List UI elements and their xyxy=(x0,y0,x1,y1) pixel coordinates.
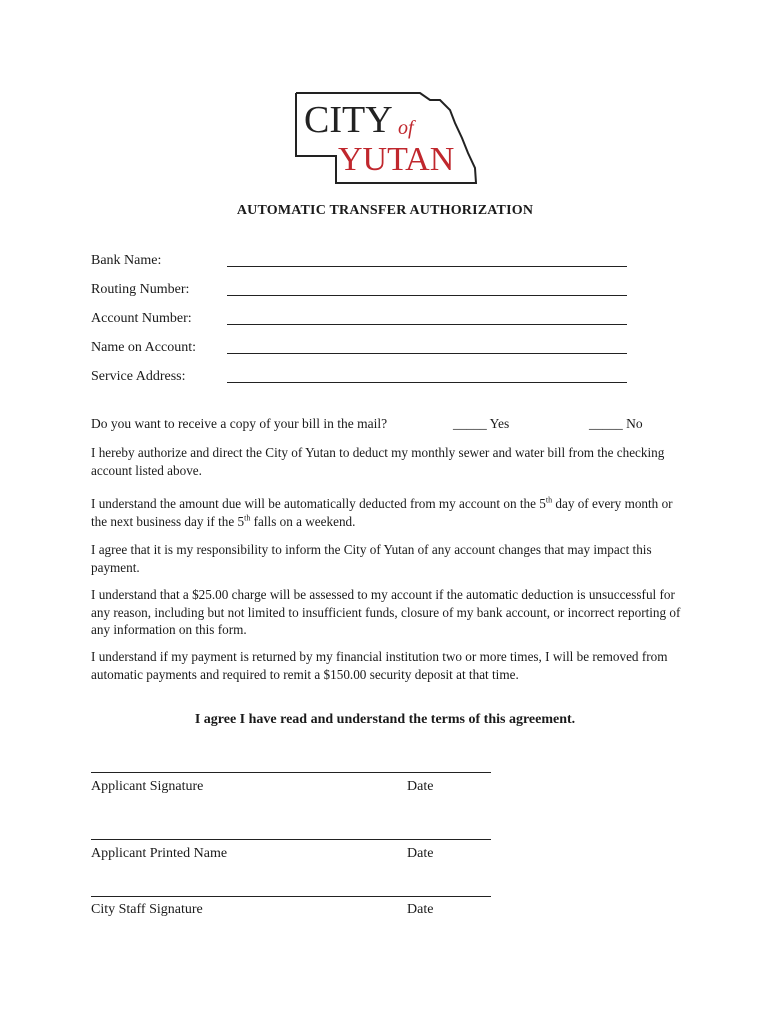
ordinal-suffix: th xyxy=(545,495,553,505)
service-address-line[interactable] xyxy=(227,382,627,383)
applicant-printed-name-label: Applicant Printed Name xyxy=(91,846,228,861)
mail-copy-question: Do you want to receive a copy of your bill in the mail? xyxy=(91,416,388,431)
applicant-signature-date-label: Date xyxy=(407,779,434,794)
name-on-account-line[interactable] xyxy=(227,353,627,354)
authorization-paragraph: I hereby authorize and direct the City of Yutan to deduct my monthly sewer and water bill from the checking account listed above. xyxy=(91,445,665,478)
agreement-statement: I agree I have read and understand the terms of this agreement. xyxy=(194,712,576,727)
city-of-yutan-logo xyxy=(290,88,480,188)
logo-yutan-text: YUTAN xyxy=(338,141,455,178)
responsibility-paragraph: I agree that it is my responsibility to inform the City of Yutan of any account changes that may impact this payment. xyxy=(91,542,652,575)
service-address-label: Service Address: xyxy=(91,369,186,384)
mail-copy-no-option[interactable]: _____ No xyxy=(589,416,643,431)
routing-number-label: Routing Number: xyxy=(91,282,190,297)
bank-name-label: Bank Name: xyxy=(91,253,162,268)
routing-number-line[interactable] xyxy=(227,295,627,296)
applicant-signature-line[interactable] xyxy=(91,772,491,773)
bank-name-line[interactable] xyxy=(227,266,627,267)
mail-copy-yes-option[interactable]: _____ Yes xyxy=(453,416,510,431)
nebraska-outline-logo xyxy=(290,88,480,188)
document-title: AUTOMATIC TRANSFER AUTHORIZATION xyxy=(236,203,534,218)
name-on-account-label: Name on Account: xyxy=(91,340,196,355)
city-staff-signature-label: City Staff Signature xyxy=(91,902,203,917)
charge-paragraph: I understand that a $25.00 charge will be assessed to my account if the automatic deduction is unsuccessful for any reason, including but not limited to insufficient funds, closure of my bank account, or incorrect reporting of any information on this form. xyxy=(91,587,681,637)
logo-of-text: of xyxy=(398,117,414,139)
deduction-date-text-c: falls on a weekend. xyxy=(250,513,356,529)
city-staff-signature-date-label: Date xyxy=(407,902,434,917)
logo-city-text: CITY xyxy=(304,99,393,141)
ordinal-suffix: th xyxy=(244,513,251,523)
account-number-label: Account Number: xyxy=(91,311,192,326)
applicant-signature-label: Applicant Signature xyxy=(91,779,204,794)
deduction-date-text-a: I understand the amount due will be automatically deducted from my account on the 5 xyxy=(91,496,546,511)
account-number-line[interactable] xyxy=(227,324,627,325)
applicant-printed-name-date-label: Date xyxy=(407,846,434,861)
returned-payment-paragraph: I understand if my payment is returned by my financial institution two or more times, I will be removed from automatic payments and required to remit a $150.00 security deposit at that time. xyxy=(91,649,668,682)
deduction-date-paragraph xyxy=(91,495,691,530)
city-staff-signature-line[interactable] xyxy=(91,896,491,897)
applicant-printed-name-line[interactable] xyxy=(91,839,491,840)
deduction-date-text-b: day of every month or the next business day if the 5 xyxy=(91,496,673,529)
